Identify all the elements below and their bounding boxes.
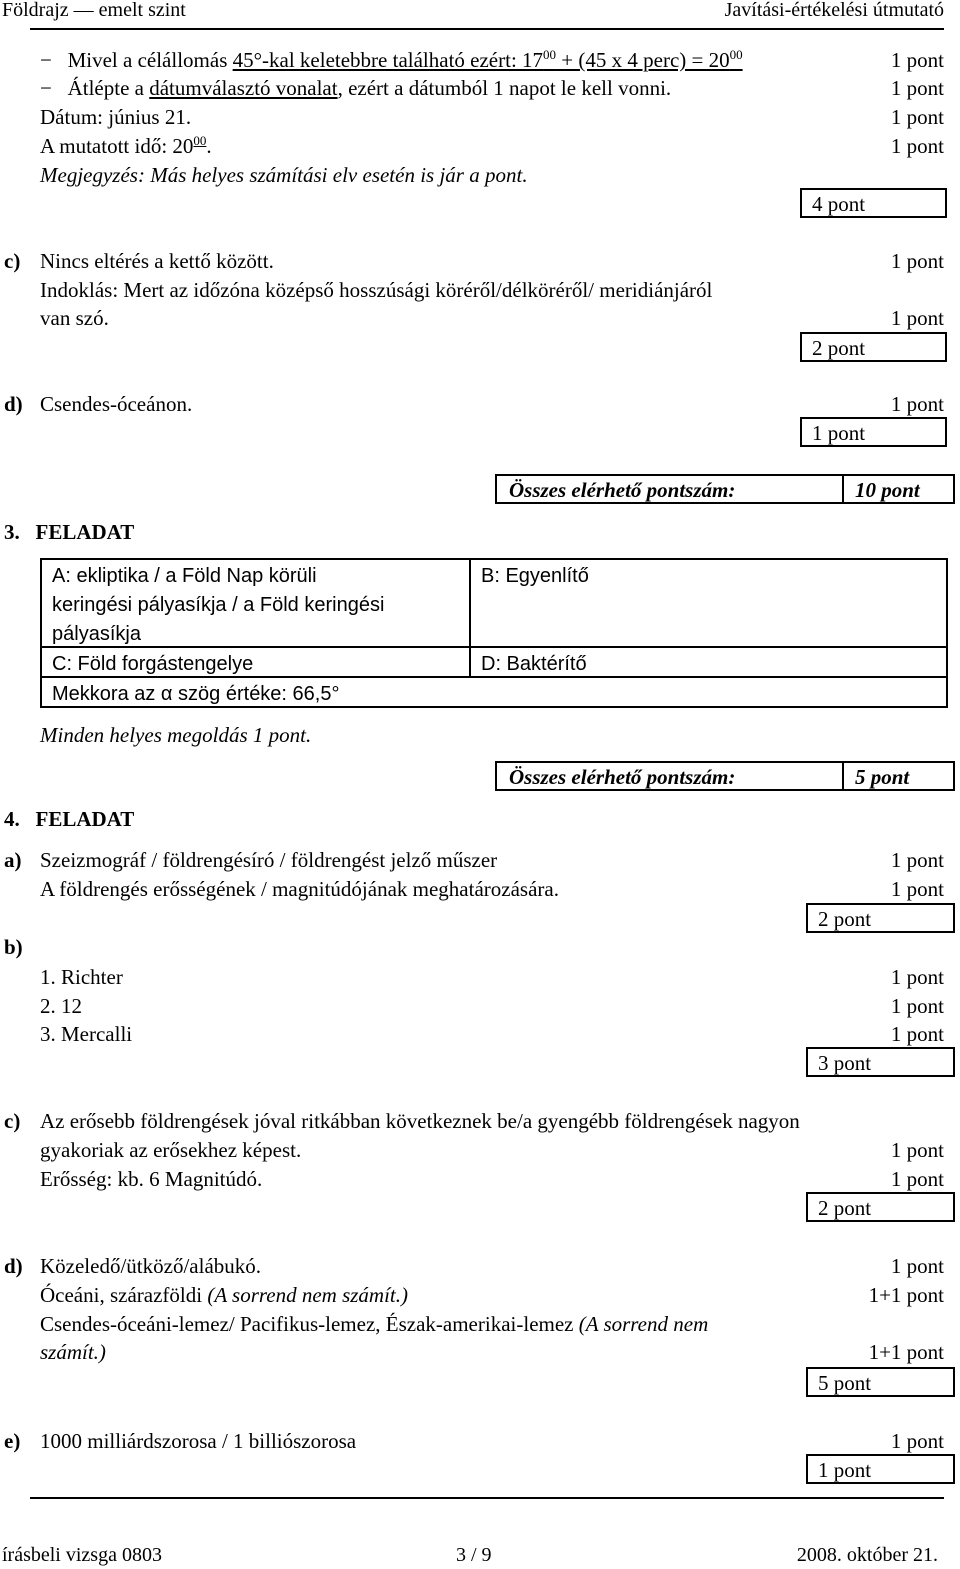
task3-answer-table [40, 558, 948, 708]
t4-e-line-1-points: 1 pont [890, 1429, 944, 1453]
subtotal-box-d: 1 pont [800, 417, 947, 447]
subtotal-box-4b: 3 pont [806, 1047, 955, 1077]
calc-line-1-pre: Mivel a célállomás [67, 48, 233, 72]
t4-d-line-3 [40, 1312, 708, 1336]
t4-c-line-1: Az erősebb földrengések jóval ritkábban következnek be/a gyengébb földrengések nagyon [40, 1109, 800, 1133]
cell-e [40, 676, 948, 708]
calc-line-2-pre: Átlépte a [67, 76, 150, 100]
t4-b-item-2-points: 1 pont [890, 994, 944, 1018]
t4-b-item-2: 2. 12 [40, 994, 82, 1018]
t4-e-label: e) [4, 1429, 21, 1453]
c-label: c) [4, 249, 21, 273]
task4-total-value: 5 pont [855, 765, 910, 789]
subtotal-box-4c: 2 pont [806, 1192, 955, 1222]
task3-note: Minden helyes megoldás 1 pont. [40, 723, 312, 747]
time-line-post: . [206, 134, 212, 158]
task3-total-value: 10 pont [855, 478, 920, 502]
t4-a-label: a) [4, 848, 22, 872]
cell-a [40, 558, 471, 648]
t4-c-label: c) [4, 1109, 21, 1133]
c-line-1-points: 1 pont [890, 249, 944, 273]
footer-rule [30, 1497, 944, 1499]
task4-total-label: Összes elérhető pontszám: [509, 765, 736, 789]
t4-b-item-3-points: 1 pont [890, 1022, 944, 1046]
t4-a-line-1-points: 1 pont [890, 848, 944, 872]
task3-total-label: Összes elérhető pontszám: [509, 478, 736, 502]
subtotal-box-4a: 2 pont [806, 903, 955, 933]
t4-b-item-3: 3. Mercalli [40, 1022, 133, 1046]
t4-d-line-3-a: Csendes-óceáni-lemez/ Pacifikus-lemez, Észak-amerikai-lemez [40, 1312, 579, 1336]
calc-line-2-under: dátumválasztó vonalat [149, 76, 338, 100]
cell-b [469, 558, 948, 648]
footer-exam-code: írásbeli vizsga 0803 [2, 1544, 162, 1566]
header-guide-title: Javítási-értékelési útmutató [724, 0, 944, 21]
t4-d-line-1: Közeledő/ütköző/alábukó. [40, 1254, 262, 1278]
t4-d-line-2-points: 1+1 pont [868, 1283, 944, 1307]
calc-line-1-points: 1 pont [890, 48, 944, 72]
t4-d-label: d) [4, 1254, 23, 1278]
cell-a-line-1: A: ekliptika / a Föld Nap körüli [52, 565, 317, 587]
header-subject: Földrajz — emelt szint [2, 0, 186, 21]
calc-line-1-sup1: 00 [543, 47, 557, 62]
c-line-3: van szó. [40, 306, 109, 330]
task4-total-box [495, 761, 955, 791]
calc-line-2 [40, 76, 671, 100]
task3-title: 3. FELADAT [4, 520, 135, 544]
time-line-sup: 00 [193, 133, 207, 148]
c-line-2: Indoklás: Mert az időzóna középső hosszúsági köréről/délköréről/ meridiánjáról [40, 278, 713, 302]
d-label: d) [4, 392, 23, 416]
calc-line-1 [40, 48, 743, 72]
t4-c-line-2-points: 1 pont [890, 1138, 944, 1162]
note-line: Megjegyzés: Más helyes számítási elv esetén is jár a pont. [40, 163, 528, 187]
calc-line-1-u1: 45°-kal keletebbre található ezért: 17 [232, 48, 544, 72]
cell-b-text: B: Egyenlítő [481, 565, 589, 587]
t4-d-line-4-points: 1+1 pont [868, 1340, 944, 1364]
t4-c-line-3: Erősség: kb. 6 Magnitúdó. [40, 1167, 263, 1191]
cell-a-line-3: pályasíkja [52, 623, 141, 645]
task4-total-separator [842, 763, 844, 789]
t4-c-line-2: gyakoriak az erősekhez képest. [40, 1138, 302, 1162]
cell-a-line-2: keringési pályasíkja / a Föld keringési [52, 594, 385, 616]
task3-total-box [495, 474, 955, 504]
subtotal-box-4e: 1 pont [806, 1454, 955, 1484]
t4-d-line-2-b: (A sorrend nem számít.) [207, 1283, 408, 1307]
d-line-1-points: 1 pont [890, 392, 944, 416]
t4-a-line-2: A földrengés erősségének / magnitúdójának meghatározására. [40, 877, 559, 901]
t4-b-item-1-points: 1 pont [890, 965, 944, 989]
header-rule [30, 28, 944, 30]
cell-c-text: C: Föld forgástengelye [52, 653, 254, 675]
date-line-points: 1 pont [890, 105, 944, 129]
d-line-1: Csendes-óceánon. [40, 392, 193, 416]
t4-d-line-2-a: Óceáni, szárazföldi [40, 1283, 208, 1307]
t4-d-line-4: számít.) [40, 1340, 106, 1364]
calc-line-1-u2: + (45 x 4 perc) = 20 [556, 48, 730, 72]
cell-d [469, 646, 948, 678]
calc-line-2-post: , ezért a dátumból 1 napot le kell vonni. [337, 76, 672, 100]
cell-c [40, 646, 471, 678]
footer-page-number: 3 / 9 [456, 1544, 492, 1566]
dash-2: − [40, 76, 52, 100]
t4-d-line-2 [40, 1283, 408, 1307]
t4-a-line-1: Szeizmográf / földrengésíró / földrengést jelző műszer [40, 848, 498, 872]
t4-b-label: b) [4, 935, 23, 959]
time-line [40, 134, 212, 158]
footer-date: 2008. október 21. [796, 1544, 938, 1566]
t4-a-line-2-points: 1 pont [890, 877, 944, 901]
t4-e-line-1: 1000 milliárdszorosa / 1 billiószorosa [40, 1429, 357, 1453]
subtotal-box-b: 4 pont [800, 188, 947, 218]
cell-e-text: Mekkora az α szög értéke: 66,5° [52, 683, 340, 705]
time-line-points: 1 pont [890, 134, 944, 158]
c-line-3-points: 1 pont [890, 306, 944, 330]
subtotal-box-4d: 5 pont [806, 1367, 955, 1397]
task4-title: 4. FELADAT [4, 807, 135, 831]
date-line: Dátum: június 21. [40, 105, 192, 129]
t4-d-line-3-b: (A sorrend nem [578, 1312, 709, 1336]
dash-1: − [40, 48, 52, 72]
t4-b-item-1: 1. Richter [40, 965, 123, 989]
subtotal-box-c: 2 pont [800, 332, 947, 362]
calc-line-1-sup2: 00 [729, 47, 743, 62]
cell-d-text: D: Baktérítő [481, 653, 587, 675]
time-line-pre: A mutatott idő: 20 [40, 134, 194, 158]
task3-total-separator [842, 476, 844, 502]
c-line-1: Nincs eltérés a kettő között. [40, 249, 274, 273]
t4-c-line-3-points: 1 pont [890, 1167, 944, 1191]
t4-d-line-1-points: 1 pont [890, 1254, 944, 1278]
calc-line-2-points: 1 pont [890, 76, 944, 100]
